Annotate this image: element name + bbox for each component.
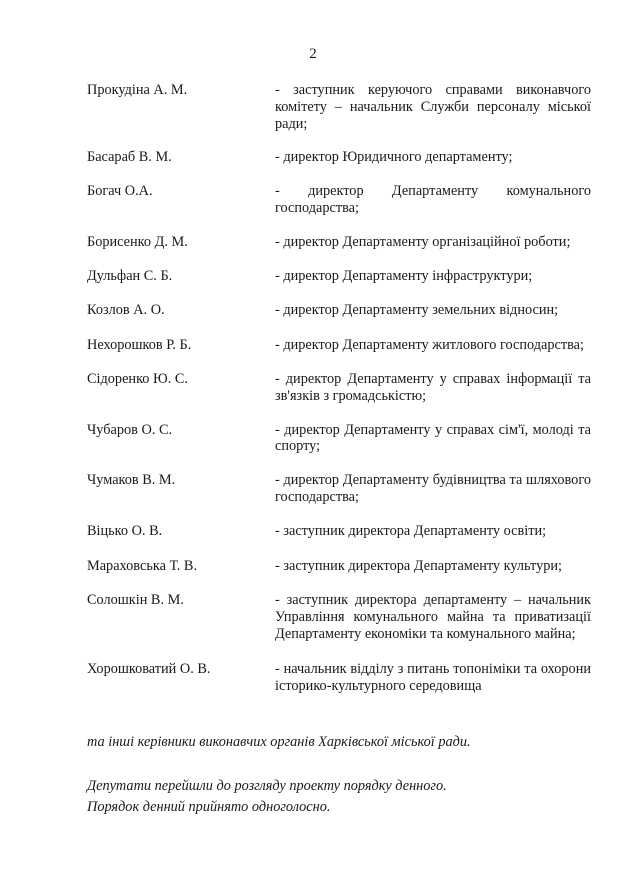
- attendee-list: [87, 82, 591, 694]
- attendee-row: [87, 371, 591, 405]
- attendee-name: Хорошковатий О. В.: [87, 660, 211, 677]
- attendee-name: Чубаров О. С.: [87, 421, 173, 438]
- attendee-name: Віцько О. В.: [87, 522, 163, 539]
- attendee-name: Сідоренко Ю. С.: [87, 370, 188, 387]
- attendee-name: Дульфан С. Б.: [87, 267, 173, 284]
- attendee-role: - заступник керуючого справами виконавчого комітету – начальник Служби персоналу міської ради;: [275, 82, 591, 132]
- attendee-role: - начальник відділу з питань топоніміки та охорони історико-культурного середовища: [275, 660, 591, 694]
- attendee-role: - директор Департаменту інфраструктури;: [275, 267, 533, 284]
- attendee-row: [87, 149, 591, 166]
- attendee-name: Борисенко Д. М.: [87, 233, 188, 250]
- attendee-row: [87, 523, 591, 540]
- attendee-row: [87, 661, 591, 695]
- page-number: 2: [309, 46, 317, 62]
- attendee-name: Прокудіна А. М.: [87, 82, 188, 98]
- attendee-name: Солошкін В. М.: [87, 592, 184, 609]
- attendee-row: [87, 234, 591, 251]
- attendee-row: [87, 183, 591, 217]
- agenda-approval-note: Порядок денний прийнято одноголосно.: [87, 799, 331, 815]
- attendee-role: - заступник директора департаменту – начальник Управління комунального майна та приватизації Департаменту економіки та комунального майна;: [275, 592, 591, 642]
- attendee-name: Козлов А. О.: [87, 302, 165, 319]
- attendee-row: [87, 472, 591, 506]
- attendee-name: Богач О.А.: [87, 183, 153, 200]
- attendee-row: [87, 302, 591, 319]
- attendee-row: [87, 82, 591, 132]
- closing-remark: та інші керівники виконавчих органів Харківської міської ради.: [87, 734, 471, 750]
- attendee-name: Чумаков В. М.: [87, 472, 176, 489]
- attendee-role: - директор Департаменту у справах інформації та зв'язків з громадськістю;: [275, 370, 591, 404]
- attendee-row: [87, 592, 591, 642]
- attendee-name: Мараховська Т. В.: [87, 557, 198, 574]
- attendee-role: - директор Департаменту житлового господарства;: [275, 337, 584, 354]
- attendee-role: - директор Департаменту комунального господарства;: [275, 183, 591, 216]
- attendee-role: - заступник директора Департаменту освіти;: [275, 522, 547, 539]
- attendee-role: - директор Департаменту організаційної роботи;: [275, 233, 571, 250]
- attendee-row: [87, 422, 591, 456]
- attendee-role: - директор Юридичного департаменту;: [275, 149, 513, 166]
- attendee-row: [87, 558, 591, 575]
- agenda-note: Депутати перейшли до розгляду проекту порядку денного.: [87, 778, 447, 794]
- attendee-name: Нехорошков Р. Б.: [87, 337, 192, 354]
- attendee-role: - директор Департаменту будівництва та шляхового господарства;: [275, 472, 591, 505]
- attendee-role: - директор Департаменту у справах сім'ї, молоді та спорту;: [275, 421, 591, 455]
- attendee-role: - заступник директора Департаменту культури;: [275, 557, 562, 574]
- attendee-name: Басараб В. М.: [87, 149, 172, 166]
- attendee-row: [87, 337, 591, 354]
- attendee-row: [87, 268, 591, 285]
- attendee-role: - директор Департаменту земельних відносин;: [275, 302, 559, 319]
